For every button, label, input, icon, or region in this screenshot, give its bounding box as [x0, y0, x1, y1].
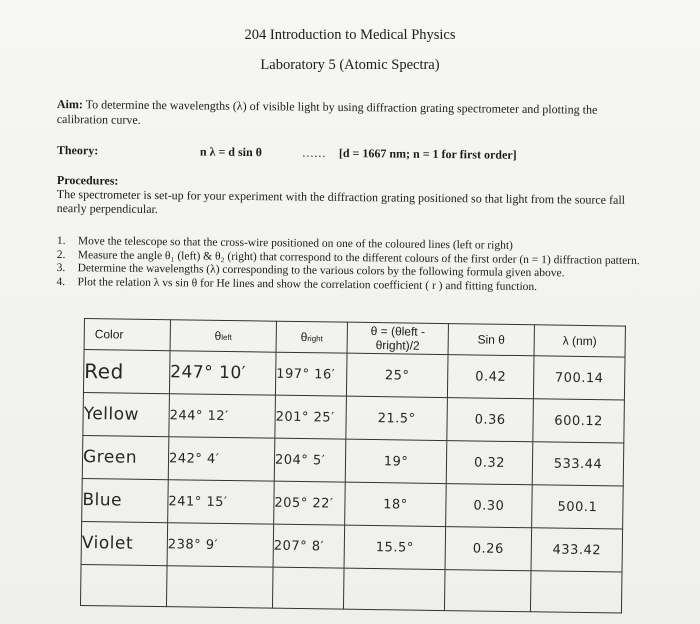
table-row — [81, 521, 623, 572]
cell-right: 205° 22′ — [274, 481, 346, 525]
procedures-intro: The spectrometer is set-up for your experiment with the diffraction grating positioned so that light from the source fall nearly perpendicular. — [56, 186, 626, 217]
cell-lambda: 600.12 — [533, 399, 625, 443]
table-row — [82, 435, 624, 486]
lab-title: Laboratory 5 (Atomic Spectra) — [260, 57, 440, 73]
table-row — [83, 350, 625, 401]
cell-empty — [80, 564, 167, 606]
cell-theta: 15.5° — [344, 525, 446, 569]
cell-empty — [272, 567, 344, 609]
aim-label: Aim: — [56, 97, 83, 112]
cell-sin: 0.30 — [446, 484, 533, 528]
cell-right: 201° 25′ — [275, 395, 347, 439]
cell-left: 238° 9′ — [167, 523, 274, 567]
step-number: 3. — [56, 261, 66, 275]
header-theta: θ = (θleft - θright)/2 — [347, 322, 448, 354]
cell-empty — [343, 568, 445, 610]
step-text: Move the telescope so that the cross-wire positioned on one of the coloured lines (left or right) — [77, 235, 513, 252]
cell-lambda: 500.1 — [532, 485, 624, 529]
theory-formula: n λ = d sin θ — [199, 144, 263, 160]
cell-sin: 0.36 — [447, 398, 534, 442]
cell-right: 207° 8′ — [273, 524, 345, 568]
theory-section — [56, 143, 657, 162]
step-number: 2. — [56, 248, 66, 261]
data-table-wrapper — [80, 318, 626, 614]
table-row — [82, 478, 624, 529]
step-number: 4. — [56, 275, 66, 288]
cell-left: 241° 15′ — [168, 480, 275, 524]
cell-color: Blue — [82, 478, 169, 522]
cell-color: Yellow — [83, 392, 170, 436]
step-text: Determine the wavelengths (λ) corresponding to the various colors by the following formula given above. — [77, 262, 565, 280]
theory-label: Theory: — [56, 143, 99, 158]
header-lambda: λ (nm) — [534, 325, 625, 357]
cell-left: 242° 4′ — [168, 437, 275, 481]
cell-right: 204° 5′ — [274, 438, 346, 482]
cell-color: Green — [82, 435, 169, 479]
cell-empty — [444, 570, 531, 612]
header-theta-right: θright — [276, 321, 347, 353]
procedure-steps — [56, 235, 647, 295]
cell-sin: 0.26 — [445, 527, 532, 571]
cell-theta: 25° — [346, 353, 448, 397]
procedures-label: Procedures: — [56, 173, 119, 188]
cell-left: 247° 10′ — [169, 351, 276, 395]
aim-section — [57, 97, 637, 133]
cell-sin: 0.32 — [446, 441, 533, 485]
data-table — [80, 318, 626, 614]
step-text: Measure the angle θ₁ (left) & θ₂ (right) that correspond to the different colours of the first order (n = 1) diffraction pattern. — [77, 248, 640, 267]
header-sin: Sin θ — [448, 324, 534, 356]
header-color: Color — [84, 319, 170, 351]
procedures-section — [57, 173, 637, 221]
theory-condition: [d = 1667 nm; n = 1 for first order] — [338, 145, 517, 162]
table-row — [83, 392, 625, 443]
cell-right: 197° 16′ — [275, 352, 347, 396]
cell-color: Red — [83, 350, 170, 394]
header-theta-left: θleft — [170, 320, 276, 352]
table-row-empty — [80, 564, 622, 613]
cell-theta: 19° — [345, 439, 447, 483]
cell-sin: 0.42 — [447, 355, 534, 399]
cell-empty — [530, 571, 622, 613]
cell-empty — [166, 566, 273, 608]
aim-text: To determine the wavelengths (λ) of visible light by using diffraction grating spectrometer and plotting the calibration curve. — [56, 97, 598, 127]
step-number: 1. — [56, 235, 66, 248]
cell-lambda: 433.42 — [531, 528, 623, 572]
cell-lambda: 700.14 — [533, 356, 625, 400]
cell-theta: 18° — [345, 482, 447, 526]
theory-dots: …… — [301, 145, 326, 160]
step-text: Plot the relation λ vs sin θ for He lines and show the correlation coefficient ( r ) and fitting function. — [77, 275, 538, 293]
cell-left: 244° 12′ — [169, 394, 276, 438]
cell-theta: 21.5° — [346, 396, 448, 440]
cell-lambda: 533.44 — [532, 442, 624, 486]
cell-color: Violet — [81, 521, 168, 565]
course-title: 204 Introduction to Medical Physics — [244, 27, 456, 43]
